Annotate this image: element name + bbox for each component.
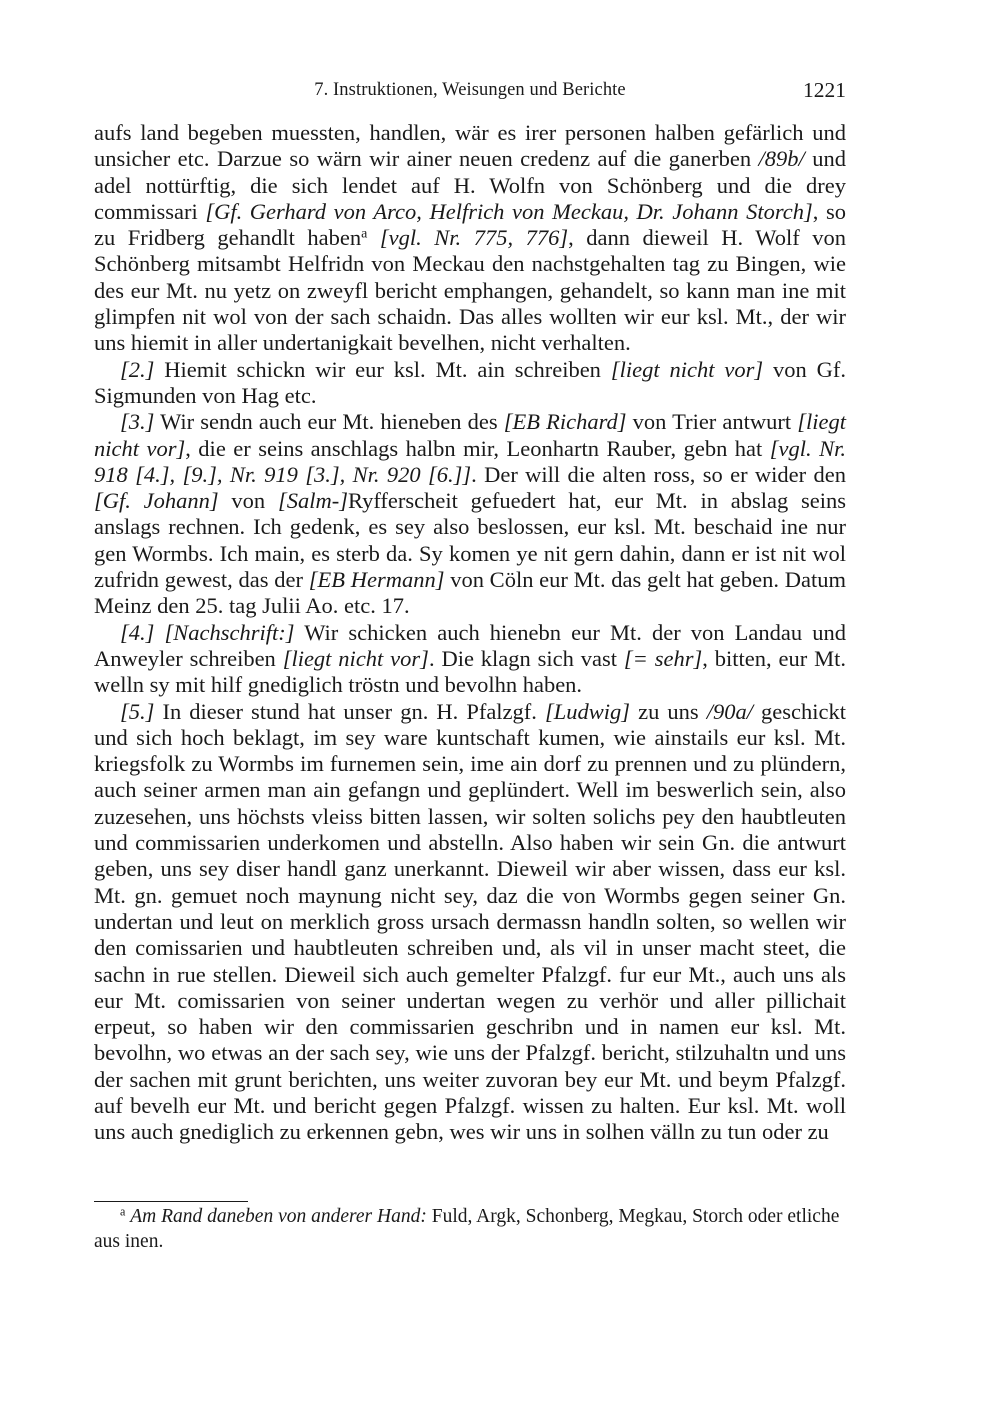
- editorial-note: [vgl. Nr. 918 [4.], [9.], Nr. 919 [3.], Nr. 920 [6.]]: [94, 435, 847, 487]
- paragraph: [94, 699, 846, 1146]
- text-run: , bitten, eur Mt. welln sy mit hilf gnediglich tröstn und bevolhn haben.: [94, 645, 846, 698]
- text-run: von Gf. Sigmunden von Hag etc.: [94, 356, 847, 408]
- paragraph: [94, 409, 846, 619]
- main-text: [94, 120, 846, 1146]
- editorial-note: [Ludwig]: [544, 698, 631, 724]
- text-run: von Trier antwurt: [626, 409, 798, 435]
- text-run: aufs land begeben muessten, handlen, wär es irer personen halben gefärlich und unsicher etc. Darzue so wärn wir ainer neuen credenz auf die ganerben: [94, 120, 846, 172]
- editorial-note: [liegt nicht vor]: [94, 409, 847, 461]
- editorial-note: /89b/: [758, 146, 805, 172]
- editorial-note: [= sehr]: [623, 645, 703, 671]
- text-run: [367, 225, 380, 250]
- editorial-note: [vgl. Nr. 775, 776]: [379, 225, 569, 251]
- text-run: geschickt und sich hoch beklagt, im sey ware kuntschaft kumen, wie ainstails eur ksl. Mt. kriegsfolk zu Wormbs im furnemen sein, ime ain dorf zu prennen und zu plündern, auch seiner armen man ain gefangn und geplündert. Well im beswerlich sein, also zuzesehen, uns höchsts vleiss bitten lassen, wir solten solichs pey den haubtleuten und commissarien underkomen und abstelln. Also haben wir sein Gn. die antwurt geben, uns sey diser handl ganz unerkannt. Dieweil wir aber wissen, dass eur ksl. Mt. gn. gemuet noch maynung nicht sey, daz die von Wormbs gegen seiner Gn. undertan und leut on merklich gross ursach dermassn handln solten, so wellen wir den comissarien und haubtleuten schreiben und, als vil in unser macht steet, die sachn in rue stellen. Dieweil sich auch gemelter Pfalzgf. fur eur Mt., auch uns als eur Mt. comissarien von seiner undertan wegen zu verhör und aller pillichait erpeut, so haben wir den commissarien geschribn und in namen eur ksl. Mt. bevolhn, wo etwas an der sach sey, wie uns der Pfalzgf. bericht, stilzuhaltn und uns der sachen mit grunt berichten, uns weiter zuvoran bey eur Mt. und beym Pfalzgf. auf bevelh eur Mt. und bericht gegen Pfalzgf. wissen zu halten. Eur ksl. Mt. woll uns auch gnediglich zu erkennen gebn, wes wir uns in solhen välln zu tun oder zu: [94, 698, 847, 1145]
- editorial-note: [2.]: [120, 356, 155, 382]
- editorial-note: [Gf. Gerhard von Arco, Helfrich von Meckau, Dr. Johann Storch]: [205, 198, 813, 224]
- paragraph: [94, 120, 846, 357]
- text-run: Hiemit schickn wir eur ksl. Mt. ain schreiben: [154, 356, 611, 382]
- running-title: 7. Instruktionen, Weisungen und Berichte: [314, 80, 626, 100]
- text-run: , die er seins anschlags halbn mir, Leonhartn Rauber, gebn hat: [185, 435, 770, 461]
- text-run: Wir schicken auch hienebn eur Mt. der von Landau und Anweyler schreiben: [94, 619, 846, 671]
- footnote-marker: a: [120, 1204, 126, 1219]
- editorial-note: [3.]: [120, 409, 155, 435]
- paragraph: [94, 357, 846, 410]
- text-run: von Cöln eur Mt. das gelt hat geben. Datum Meinz den 25. tag Julii Ao. etc. 17.: [94, 567, 846, 619]
- text-run: . Der will die alten ross, so er wider den: [471, 461, 846, 487]
- footnote: [94, 1204, 846, 1254]
- footnote-divider: [94, 1201, 248, 1202]
- text-run: Wir sendn auch eur Mt. hieneben des: [154, 409, 504, 435]
- editorial-note: [Gf. Johann]: [94, 488, 219, 514]
- page-number: 1221: [803, 78, 846, 102]
- editorial-note: [liegt nicht vor]: [282, 645, 429, 671]
- page-header: [94, 78, 846, 110]
- editorial-note: [EB Richard]: [503, 409, 627, 435]
- editorial-note: [5.]: [120, 698, 155, 724]
- editorial-note: [EB Hermann]: [308, 567, 445, 593]
- text-run: zu uns: [630, 698, 707, 724]
- text-run: , dann dieweil H. Wolf von Schönberg mitsambt Helfridn von Meckau den nachstgehalten tag zu Bingen, wie des eur Mt. nu yetz on zweyfl bericht emphangen, gehandelt, so kann man ine mit glimpfen nit wol von der sach schaidn. Das alles wollten wir eur ksl. Mt., der wir uns hiemit in aller undertanigkait bevelhen, nicht verhalten.: [94, 225, 847, 356]
- editorial-note: [liegt nicht vor]: [610, 356, 764, 382]
- editorial-note: Am Rand daneben von anderer Hand:: [130, 1206, 427, 1227]
- text-run: von: [218, 488, 278, 514]
- editorial-note: [Salm-]: [277, 488, 348, 514]
- editorial-note: [4.] [Nachschrift:]: [120, 619, 295, 645]
- text-run: und adel nottürftig, die sich lendet auf H. Wolfn von Schönberg und die drey commissari: [94, 146, 846, 224]
- text-run: , so zu Fridberg gehandlt haben: [94, 198, 846, 251]
- text-run: Fuld, Argk, Schonberg, Megkau, Storch oder etliche aus inen.: [94, 1206, 840, 1252]
- text-run: In dieser stund hat unser gn. H. Pfalzgf.: [154, 698, 545, 724]
- footnote-marker: a: [361, 226, 368, 242]
- text-run: Ryfferscheit gefuedert hat, eur Mt. in abslag seins anslags rechnen. Ich gedenk, es sey also beslossen, eur ksl. Mt. beschaid ine nur gen Wormbs. Ich main, es sterb da. Sy komen ye nit gern dahin, dann er ist nit wol zufridn gewest, das der: [94, 488, 846, 593]
- footnotes: [94, 1204, 846, 1254]
- paragraph: [94, 620, 846, 699]
- text-run: . Die klagn sich vast: [428, 645, 624, 671]
- editorial-note: /90a/: [706, 698, 753, 724]
